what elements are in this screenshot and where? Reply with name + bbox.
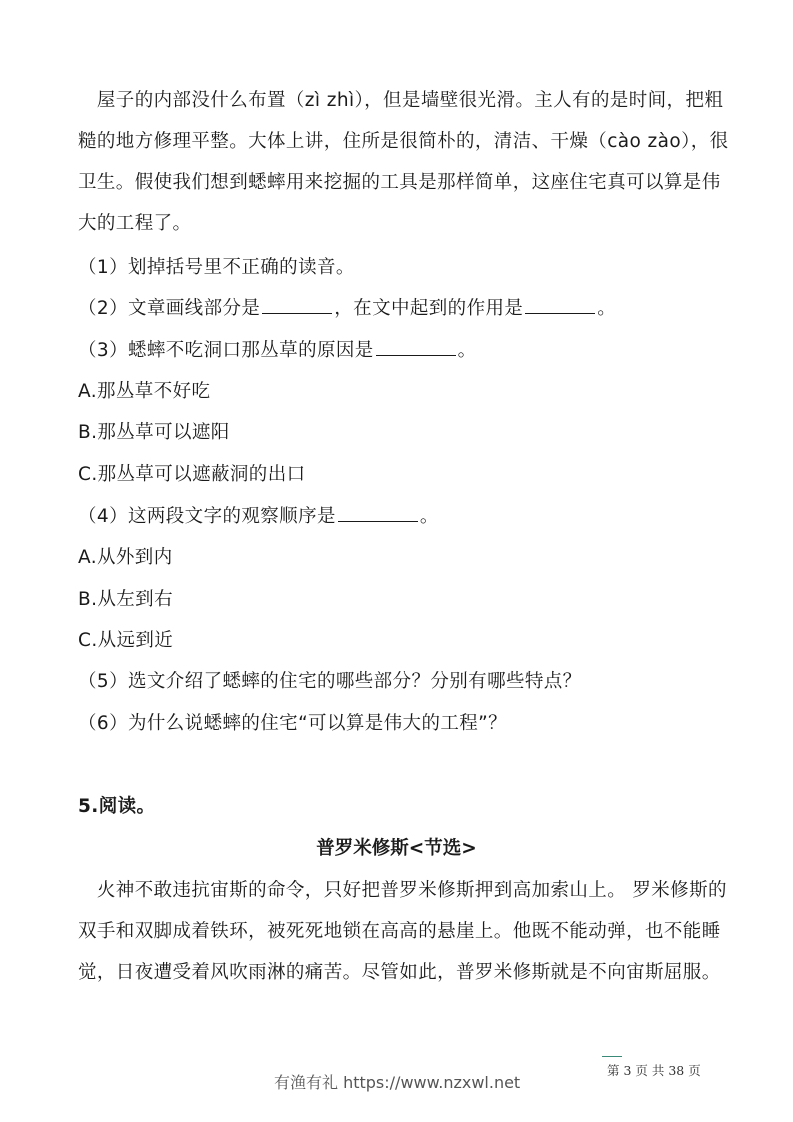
question-4-text: （4）这两段文字的观察顺序是 xyxy=(78,506,336,527)
passage-line: 火神不敢违抗宙斯的命令，只好把普罗米修斯押到高加索山上。 罗米修斯的 xyxy=(78,880,727,901)
question-2-text-b: ，在文中起到的作用是 xyxy=(334,298,524,319)
question-2-text-a: （2）文章画线部分是 xyxy=(78,298,261,319)
option-c: C.那丛草可以遮蔽洞的出口 xyxy=(78,464,306,485)
question-3 xyxy=(78,336,477,362)
question-2 xyxy=(78,294,616,320)
footer-divider xyxy=(602,1056,622,1057)
passage-line: 大的工程了。 xyxy=(78,213,192,234)
question-3-text: （3）蟋蟀不吃洞口那丛草的原因是 xyxy=(78,340,374,361)
page-number: 第 3 页 共 38 页 xyxy=(607,1063,701,1078)
question-5: （5）选文介绍了蟋蟀的住宅的哪些部分？分别有哪些特点？ xyxy=(78,671,582,692)
option-a: A.那丛草不好吃 xyxy=(78,381,211,402)
passage-line: 卫生。假使我们想到蟋蟀用来挖掘的工具是那样简单，这座住宅真可以算是伟 xyxy=(78,172,721,193)
passage-line: 糙的地方修理平整。大体上讲，住所是很简朴的，清洁、干燥（cào zào），很 xyxy=(78,131,729,152)
question-4 xyxy=(78,502,439,528)
period: 。 xyxy=(457,340,477,361)
option-b: B.那丛草可以遮阳 xyxy=(78,422,230,443)
question-1: （1）划掉括号里不正确的读音。 xyxy=(78,257,355,278)
answer-blank[interactable] xyxy=(376,337,456,356)
period: 。 xyxy=(597,298,617,319)
answer-blank[interactable] xyxy=(338,503,418,522)
option-a: A.从外到内 xyxy=(78,547,173,568)
watermark-link[interactable]: 有渔有礼 https://www.nzxwl.net xyxy=(274,1073,521,1092)
period: 。 xyxy=(419,506,439,527)
passage-line: 觉，日夜遭受着风吹雨淋的痛苦。尽管如此，普罗米修斯就是不向宙斯屈服。 xyxy=(78,962,721,983)
answer-blank[interactable] xyxy=(262,295,332,314)
passage-title: 普罗米修斯<节选> xyxy=(316,838,477,859)
answer-blank[interactable] xyxy=(525,295,595,314)
passage-line: 双手和双脚成着铁环，被死死地锁在高高的悬崖上。他既不能动弹，也不能睡 xyxy=(78,921,721,942)
passage-line: 屋子的内部没什么布置（zì zhì），但是墙壁很光滑。主人有的是时间，把粗 xyxy=(78,90,724,111)
option-b: B.从左到右 xyxy=(78,589,173,610)
question-6: （6）为什么说蟋蟀的住宅“可以算是伟大的工程”？ xyxy=(78,713,508,734)
option-c: C.从远到近 xyxy=(78,630,174,651)
section-heading: 5.阅读。 xyxy=(78,796,156,817)
